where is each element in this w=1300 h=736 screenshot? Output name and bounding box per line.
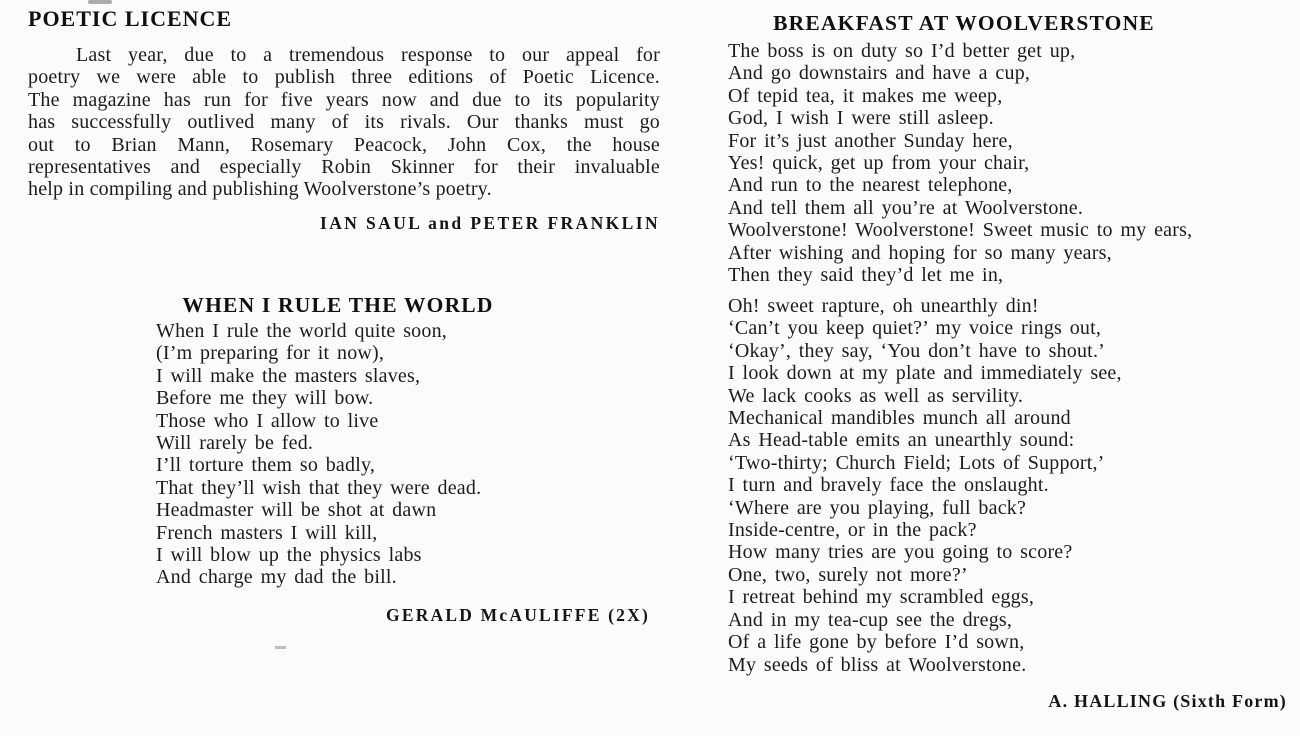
poem-line: And charge my dad the bill. <box>156 566 397 589</box>
scan-artifact <box>88 0 112 4</box>
poem-line: (I’m preparing for it now), <box>156 342 385 365</box>
poem-title-breakfast-at-woolverstone: BREAKFAST AT WOOLVERSTONE <box>773 11 1155 35</box>
poem-breakfast-stanza-1 <box>728 40 1293 286</box>
poem-line: I look down at my plate and immediately see, <box>728 362 1122 385</box>
poem-when-i-rule-the-world <box>156 320 660 589</box>
poem-line: Mechanical mandibles munch all around <box>728 407 1071 430</box>
poem-line: For it’s just another Sunday here, <box>728 129 1013 152</box>
poem-line: Of tepid tea, it makes me weep, <box>728 84 1003 107</box>
poem-line: When I rule the world quite soon, <box>156 320 447 342</box>
poem-line: I will blow up the physics labs <box>156 544 422 567</box>
poem-line: ‘Okay’, they say, ‘You don’t have to shout.’ <box>728 339 1106 362</box>
intro-paragraph <box>28 44 660 201</box>
poem-line: ‘Where are you playing, full back? <box>728 496 1027 519</box>
poem-line: And go downstairs and have a cup, <box>728 62 1031 85</box>
poem-line: I will make the masters slaves, <box>156 364 421 387</box>
poem-line: ‘Two-thirty; Church Field; Lots of Support,’ <box>728 451 1105 474</box>
poem-line: How many tries are you going to score? <box>728 541 1073 564</box>
poem-title-when-i-rule-the-world: WHEN I RULE THE WORLD <box>182 293 494 317</box>
poem-line: The boss is on duty so I’d better get up, <box>728 40 1076 62</box>
poem-line: I turn and bravely face the onslaught. <box>728 474 1049 497</box>
paragraph-line: help in compiling and publishing Woolverstone’s poetry. <box>28 178 492 201</box>
poem-line: After wishing and hoping for so many years, <box>728 241 1112 264</box>
right-column <box>728 0 1293 736</box>
paragraph-line: representatives and especially Robin Skinner for their invaluable <box>28 156 660 179</box>
poem-line: Woolverstone! Woolverstone! Sweet music to my ears, <box>728 219 1193 242</box>
poem-breakfast-stanza-2 <box>728 295 1293 676</box>
poem-line: Before me they will bow. <box>156 387 374 410</box>
poem-line: As Head-table emits an unearthly sound: <box>728 429 1075 452</box>
poem-line: French masters I will kill, <box>156 521 378 544</box>
poem-line: Will rarely be fed. <box>156 432 314 455</box>
poem-line: And in my tea-cup see the dregs, <box>728 608 1013 631</box>
poem-line: And run to the nearest telephone, <box>728 174 1013 197</box>
left-column <box>28 0 660 736</box>
poem-line: We lack cooks as well as servility. <box>728 384 1024 407</box>
poem-line: Of a life gone by before I’d sown, <box>728 631 1025 654</box>
poem-line: That they’ll wish that they were dead. <box>156 476 482 499</box>
poem-line: God, I wish I were still asleep. <box>728 107 994 130</box>
poem-line: ‘Can’t you keep quiet?’ my voice rings out, <box>728 317 1102 340</box>
byline-gerald-mcauliffe: GERALD McAULIFFE (2X) <box>386 605 650 625</box>
poem-line: And tell them all you’re at Woolverstone. <box>728 196 1084 219</box>
section-title-poetic-licence: POETIC LICENCE <box>28 6 233 31</box>
poem-line: Then they said they’d let me in, <box>728 264 1004 287</box>
poem-line: Those who I allow to live <box>156 409 379 432</box>
paragraph-line: has successfully outlived many of its rivals. Our thanks must go <box>28 111 660 134</box>
poem-line: Inside-centre, or in the pack? <box>728 519 977 542</box>
paragraph-line: out to Brian Mann, Rosemary Peacock, John Cox, the house <box>28 133 660 156</box>
poem-line: I’ll torture them so badly, <box>156 454 376 477</box>
poem-line: Oh! sweet rapture, oh unearthly din! <box>728 295 1039 317</box>
byline-a-halling: A. HALLING (Sixth Form) <box>1048 691 1287 711</box>
poem-line: Yes! quick, get up from your chair, <box>728 152 1030 175</box>
paragraph-line: The magazine has run for five years now and due to its popularity <box>28 88 660 111</box>
paragraph-line: Last year, due to a tremendous response to our appeal for <box>76 44 660 66</box>
byline-editors: IAN SAUL and PETER FRANKLIN <box>320 213 660 233</box>
paragraph-line: poetry we were able to publish three editions of Poetic Licence. <box>28 66 660 89</box>
poem-line: Headmaster will be shot at dawn <box>156 499 437 522</box>
poem-line: My seeds of bliss at Woolverstone. <box>728 653 1027 676</box>
poem-line: I retreat behind my scrambled eggs, <box>728 586 1035 609</box>
scan-artifact <box>275 646 286 649</box>
poem-line: One, two, surely not more?’ <box>728 563 968 586</box>
